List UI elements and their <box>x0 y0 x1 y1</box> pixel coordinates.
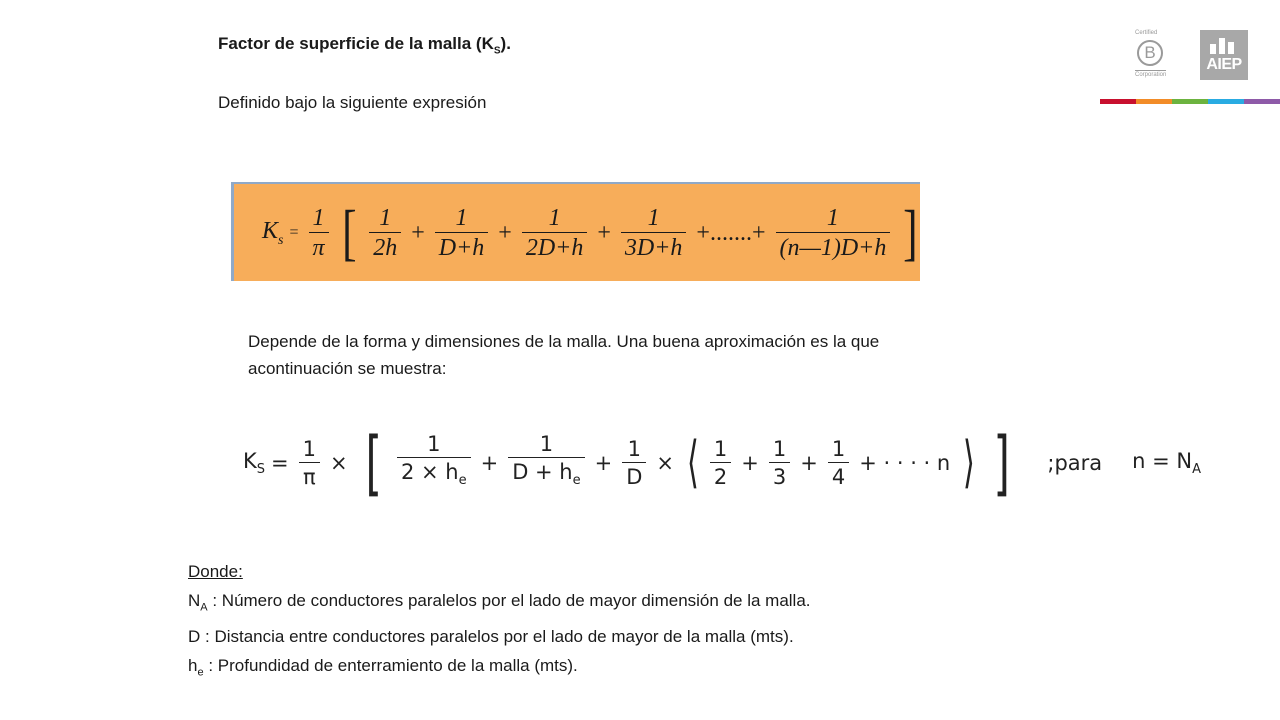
fraction: $\frac{1}{3}$ <box>769 436 790 491</box>
variable-definitions <box>188 557 811 688</box>
fraction: $\frac{1}{2h}$ <box>369 204 401 263</box>
fraction: $\frac{1}{4}$ <box>828 436 849 491</box>
fraction: $\frac{1}{(n—1)D+h}$ <box>776 204 891 263</box>
fraction: $\frac{1}{2}$ <box>710 436 731 491</box>
donde-header: Donde: <box>188 562 243 581</box>
formula-ks-approx: $K_S$ = $\frac{1}{\pi}$ × [ $\frac{1}{2 \times h_e}$ + $\frac{1}{D + h_e}$ + $\frac{1}{D}$ × ⟨ $\frac{1}{2}$ + $\frac{1}{3}$ + $\frac{1}{4}$ + · · · · n ⟩ ] ;para $n = N_A$ <box>243 422 1202 504</box>
ks-symbol: $K_s$ <box>262 217 284 248</box>
fraction: $\frac{1}{D}$ <box>622 436 646 491</box>
aiep-logo: AIEP <box>1200 30 1248 80</box>
fraction: $\frac{1}{D + h_e}$ <box>508 431 584 495</box>
fraction: $\frac{1}{2D+h}$ <box>522 204 588 263</box>
slide-subtitle: Definido bajo la siguiente expresión <box>218 93 487 112</box>
brand-color-strip <box>1100 99 1280 104</box>
definition-na: $N_A$ : Número de conductores paralelos por el lado de mayor dimensión de la malla. <box>188 591 811 614</box>
approximation-description: Depende de la forma y dimensiones de la malla. Una buena aproximación es la que acontinuación se muestra: <box>248 332 880 378</box>
building-icon <box>1210 38 1238 54</box>
definition-he: $h_e$ : Profundidad de enterramiento de la malla (mts). <box>188 656 578 679</box>
color-strip-segment <box>1172 99 1208 104</box>
definition-d: D : Distancia entre conductores paralelos por el lado de mayor de la malla (mts). <box>188 627 794 647</box>
b-corp-logo: Certified B Corporation <box>1135 30 1167 78</box>
color-strip-segment <box>1136 99 1172 104</box>
color-strip-segment <box>1100 99 1136 104</box>
ks-symbol: $K_S$ <box>243 448 266 478</box>
fraction: $\frac{1}{2 \times h_e}$ <box>397 431 471 495</box>
color-strip-segment <box>1244 99 1280 104</box>
color-strip-segment <box>1208 99 1244 104</box>
formula-ks-exact: $K_s$ = $\frac{1}{\pi}$ [ $\frac{1}{2h}$ + $\frac{1}{D+h}$ + $\frac{1}{2D+h}$ + $\frac{1}{3D+h}$ +.......+ $\frac{1}{(n—1)D+h}$ ] <box>231 182 920 281</box>
fraction: $\frac{1}{\pi}$ <box>309 204 329 263</box>
slide-title: Factor de superficie de la malla $(K_S)$. <box>218 34 511 57</box>
fraction: $\frac{1}{3D+h}$ <box>621 204 687 263</box>
fraction: $\frac{1}{\pi}$ <box>299 436 320 491</box>
fraction: $\frac{1}{D+h}$ <box>435 204 489 263</box>
